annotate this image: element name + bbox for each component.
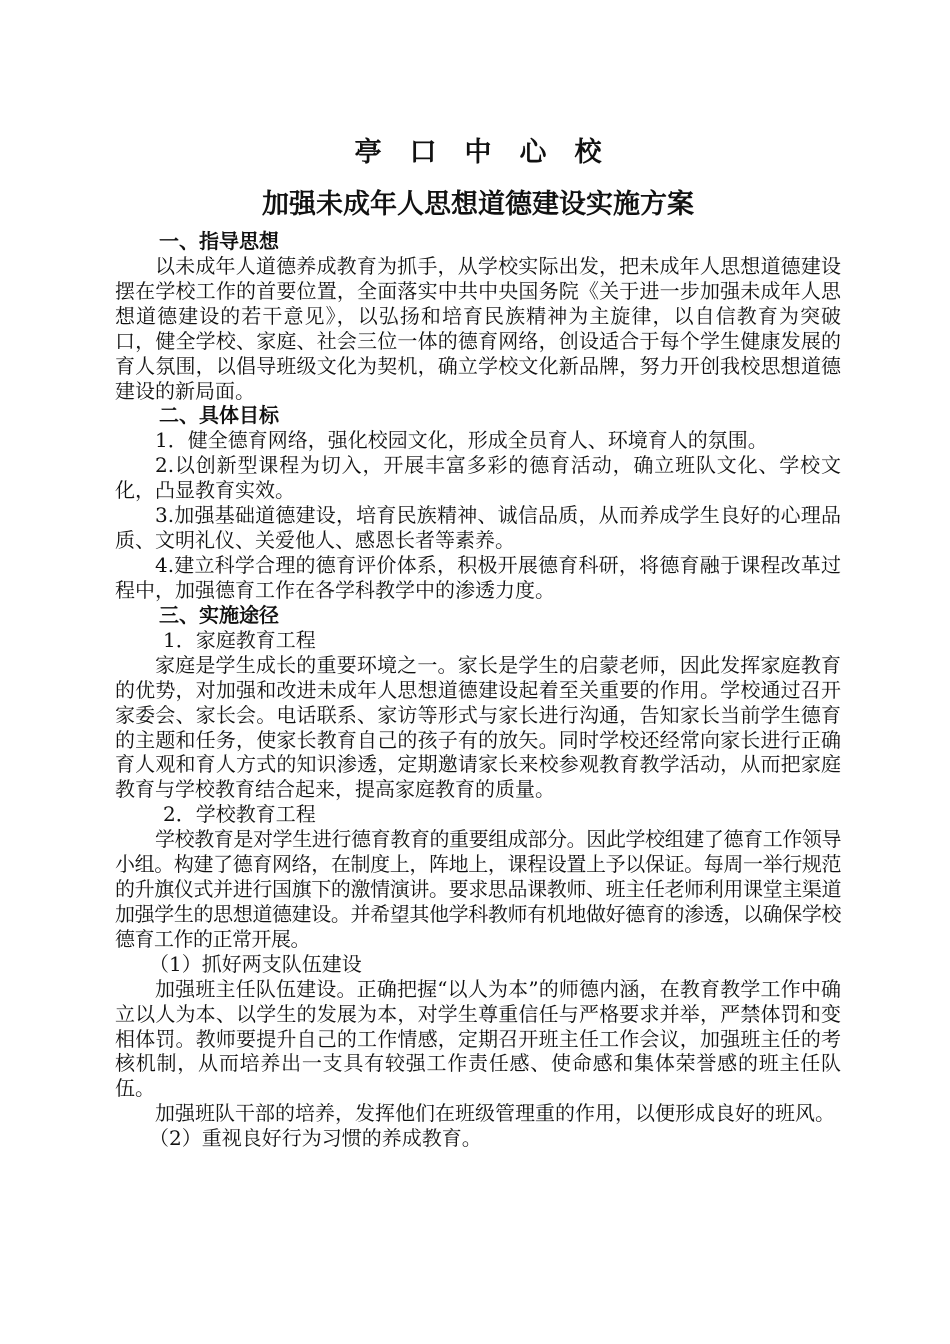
goal-item: 3.加强基础道德建设，培育民族精神、诚信品质，从而养成学生良好的心理品质、文明礼仪、关爱他人、感恩长者等素养。 — [115, 503, 841, 553]
paragraph-family-education: 家庭是学生成长的重要环境之一。家长是学生的启蒙老师，因此发挥家庭教育的优势，对加强和改进未成年人思想道德建设起着至关重要的作用。学校通过召开家委会、家长会。电话联系、家访等形式与家长进行沟通，告知家长当前学生德育的主题和任务，使家长教育自己的孩子有的放矢。同时学校还经常向家长进行正确育人观和育人方式的知识渗透，定期邀请家长来校参观教育教学活动，从而把家庭教育与学校教育结合起来，提高家庭教育的质量。 — [115, 652, 841, 802]
paragraph-class-cadres: 加强班队干部的培养，发挥他们在班级管理重的作用，以便形成良好的班风。 — [155, 1101, 835, 1126]
section-heading-guiding-thought: 一、指导思想 — [159, 229, 279, 253]
section-heading-implementation: 三、实施途径 — [159, 602, 279, 627]
paragraph-school-education: 学校教育是对学生进行德育教育的重要组成部分。因此学校组建了德育工作领导小组。构建了德育网络，在制度上，阵地上，课程设置上予以保证。每周一举行规范的升旗仪式并进行国旗下的激情演讲。要求思品课教师、班主任老师利用课堂主渠道加强学生的思想道德建设。并希望其他学科教师有机地做好德育的渗透，以确保学校德育工作的正常开展。 — [115, 827, 841, 951]
paragraph-guiding-thought: 以未成年人道德养成教育为抓手，从学校实际出发，把未成年人思想道德建设摆在学校工作的首要位置，全面落实中共中央国务院《关于进一步加强未成年人思想道德建设的若干意见》，以弘扬和培育民族精神为主旋律，以自信教育为突破口，健全学校、家庭、社会三位一体的德育网络，创设适合于每个学生健康发展的育人氛围，以倡导班级文化为契机，确立学校文化新品牌，努力开创我校思想道德建设的新局面。 — [115, 254, 841, 403]
section-heading-specific-goals: 二、具体目标 — [159, 403, 279, 428]
goal-item: 2.以创新型课程为切入，开展丰富多彩的德育活动，确立班队文化、学校文化，凸显教育实效。 — [115, 453, 841, 503]
goal-item: 1．健全德育网络，强化校园文化，形成全员育人、环境育人的氛围。 — [155, 428, 768, 453]
school-title: 亭口中心校 — [354, 137, 630, 168]
subsection-title-school: 2．学校教育工程 — [163, 802, 316, 827]
subsection-title-family: 1．家庭教育工程 — [163, 627, 316, 652]
main-title: 加强未成年人思想道德建设实施方案 — [262, 189, 694, 220]
document-page — [115, 132, 841, 1151]
item-title-two-teams: （1）抓好两支队伍建设 — [149, 951, 362, 976]
paragraph-head-teacher-team: 加强班主任队伍建设。正确把握“以人为本”的师德内涵，在教育教学工作中确立以人为本、以学生的发展为本，对学生尊重信任与严格要求并举，严禁体罚和变相体罚。教师要提升自己的工作情感，定期召开班主任工作会议，加强班主任的考核机制，从而培养出一支具有较强工作责任感、使命感和集体荣誉感的班主任队伍。 — [115, 976, 841, 1101]
item-title-good-habits: （2）重视良好行为习惯的养成教育。 — [149, 1126, 482, 1151]
goal-item: 4.建立科学合理的德育评价体系，积极开展德育科研，将德育融于课程改革过程中，加强德育工作在各学科教学中的渗透力度。 — [115, 552, 841, 602]
